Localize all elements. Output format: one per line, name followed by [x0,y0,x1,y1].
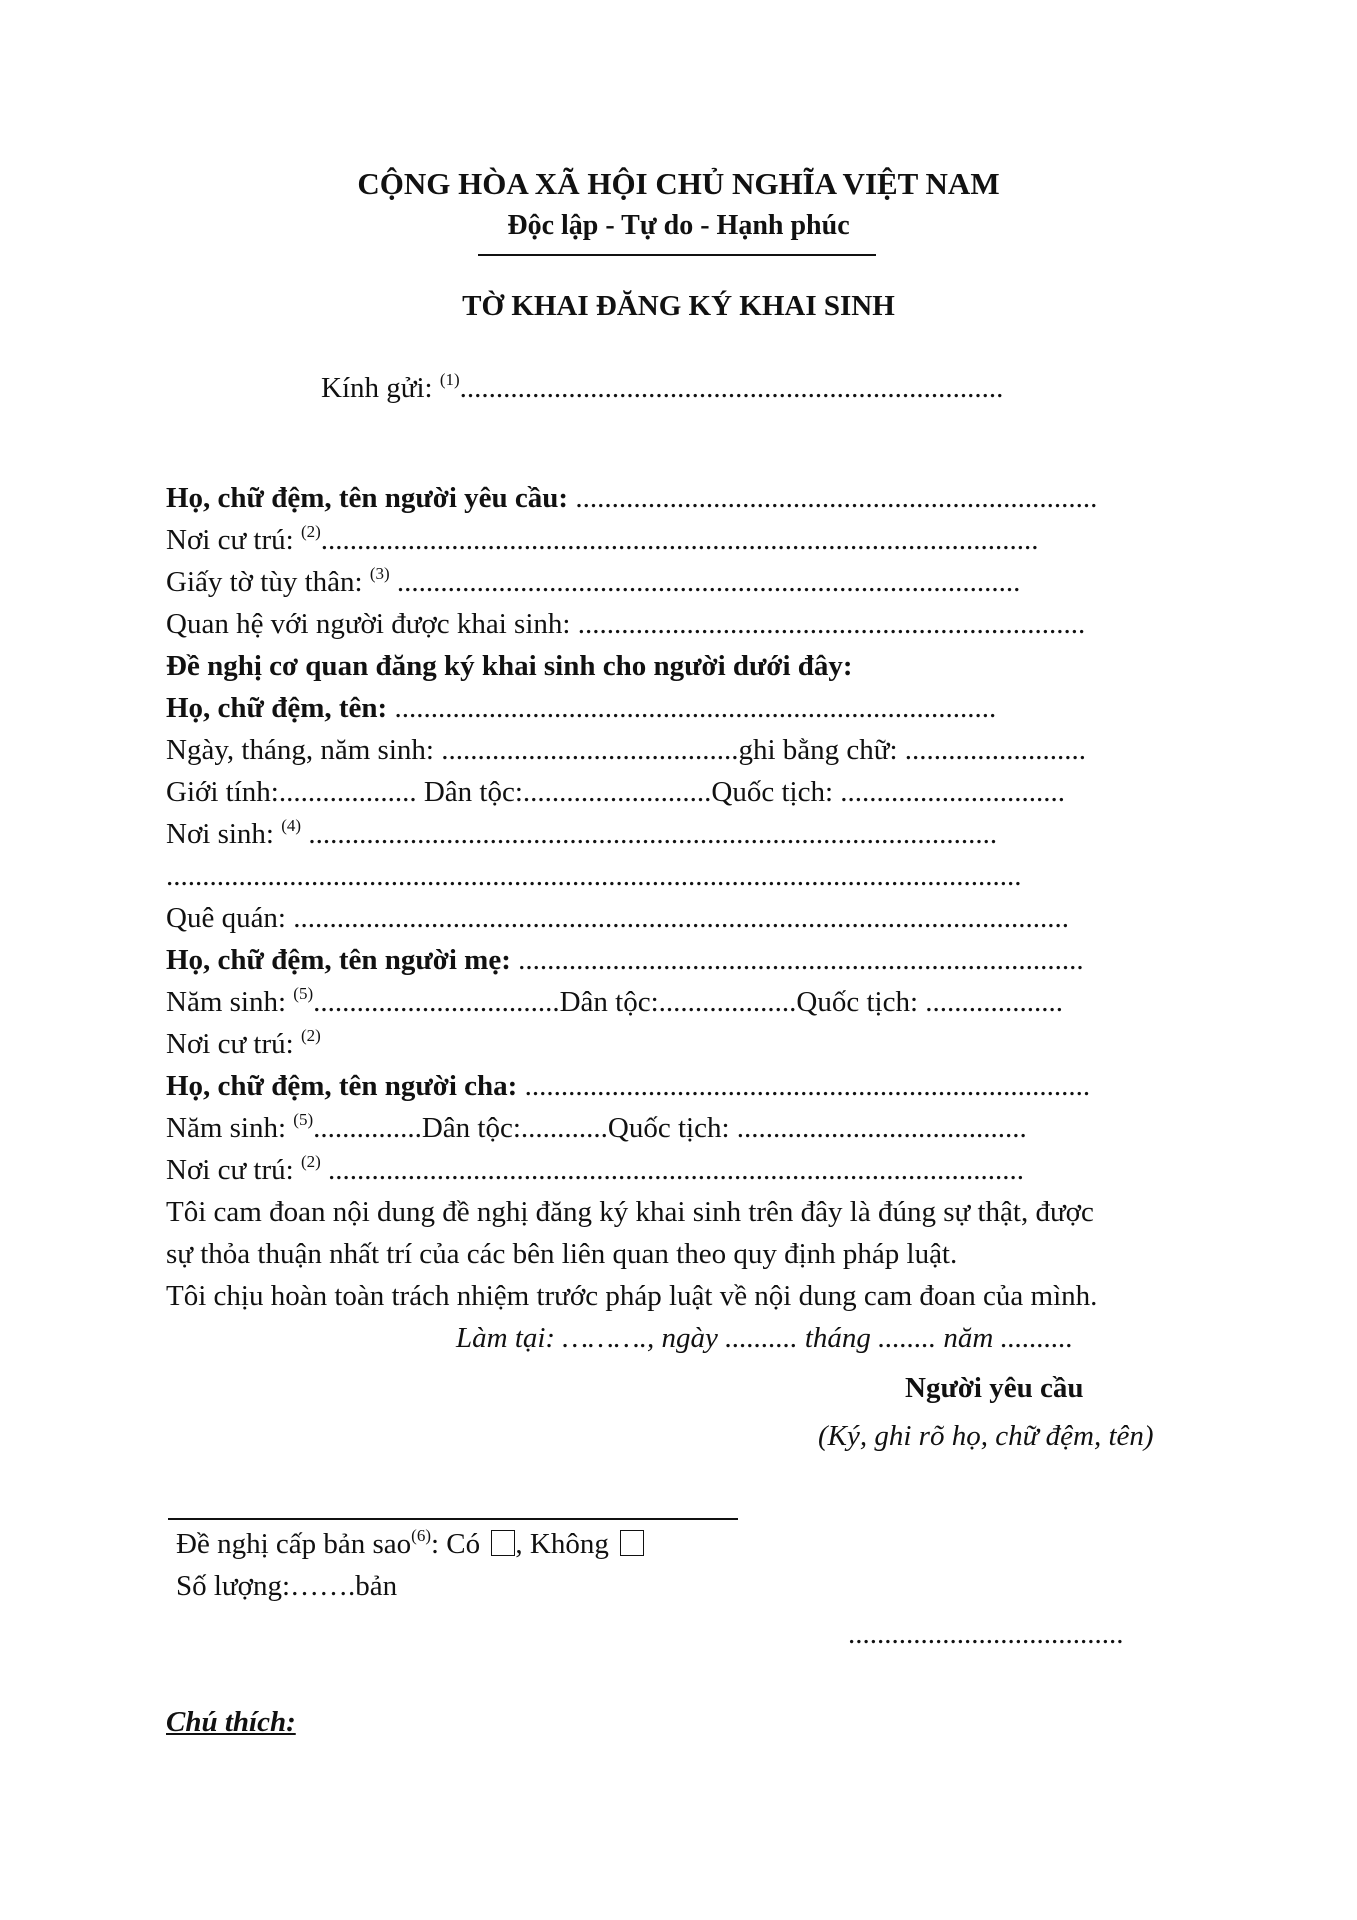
father-residence-field[interactable]: ................................................................................................ [320,1154,1025,1186]
copy-no-label: , Không [515,1528,617,1560]
child-dob-words-label: ghi bằng chữ: [738,734,905,766]
note-ref-2: (2) [300,1026,321,1045]
mother-ethnicity-field[interactable]: ................... [658,986,797,1018]
requester-residence-line [166,522,1039,556]
recipient-label: Kính gửi: [321,372,440,404]
copy-quantity-line[interactable]: Số lượng:…….bản [176,1570,398,1602]
notes-heading: Chú thích: [166,1706,296,1738]
relation-field[interactable]: ...................................................................... [577,608,1086,640]
relation-label: Quan hệ với người được khai sinh: [166,608,578,640]
father-birth-year-label: Năm sinh: [166,1112,294,1144]
child-birthplace-label: Nơi sinh: [166,818,282,850]
requester-name-line [166,484,1097,513]
declaration-line-2: sự thỏa thuận nhất trí của các bên liên quan theo quy định pháp luật. [166,1238,958,1270]
nation-title: CỘNG HÒA XÃ HỘI CHỦ NGHĨA VIỆT NAM [357,166,1000,201]
child-hometown-line [166,904,1069,933]
father-ethnicity-field[interactable]: ............ [520,1112,608,1144]
copy-no-checkbox[interactable] [620,1530,644,1556]
child-hometown-field[interactable]: ........................................................................................................... [293,902,1069,934]
child-dob-label: Ngày, tháng, năm sinh: [166,734,442,766]
father-residence-line [166,1152,1025,1186]
relation-line [166,610,1085,639]
note-ref-4: (4) [281,816,302,835]
copy-request-colon: : [430,1528,447,1560]
father-name-label: Họ, chữ đệm, tên người cha: [166,1070,518,1102]
father-nationality-field[interactable]: ........................................ [736,1112,1027,1144]
child-dob-line [166,736,1086,765]
child-nationality-field[interactable]: ............................... [840,776,1065,808]
requester-id-line [166,564,1021,598]
note-ref-2: (2) [300,1152,321,1171]
father-birth-line [166,1110,1027,1144]
copy-yes-checkbox[interactable] [491,1530,515,1556]
child-dob-field[interactable]: ......................................... [441,734,739,766]
mother-birth-line [166,984,1064,1018]
requester-residence-label: Nơi cư trú: [166,524,301,556]
mother-birth-year-label: Năm sinh: [166,986,294,1018]
father-nationality-label: Quốc tịch: [607,1112,737,1144]
note-ref-3: (3) [369,564,390,583]
child-birthplace-line [166,816,998,850]
motto-underline [478,254,876,256]
mother-residence-label: Nơi cư trú: [166,1028,301,1060]
requester-id-label: Giấy tờ tùy thân: [166,566,370,598]
father-name-line [166,1072,1090,1101]
note-ref-1: (1) [439,370,460,389]
father-residence-label: Nơi cư trú: [166,1154,301,1186]
copy-yes-label: Có [446,1528,488,1560]
mother-residence-line [166,1026,321,1060]
declaration-line-3: Tôi chịu hoàn toàn trách nhiệm trước pháp luật về nội dung cam đoan của mình. [166,1280,1098,1312]
child-ethnicity-field[interactable]: .......................... [522,776,712,808]
child-name-label: Họ, chữ đệm, tên: [166,692,388,724]
place-date-line[interactable]: Làm tại: ………., ngày .......... tháng ........ năm .......... [456,1322,1074,1354]
section-divider [168,1518,738,1520]
father-name-field[interactable]: .............................................................................. [517,1070,1091,1102]
mother-nationality-label: Quốc tịch: [796,986,926,1018]
father-ethnicity-label: Dân tộc: [421,1112,521,1144]
request-heading: Đề nghị cơ quan đăng ký khai sinh cho người dưới đây: [166,650,853,682]
mother-ethnicity-label: Dân tộc: [559,986,659,1018]
child-nationality-label: Quốc tịch: [711,776,841,808]
signer-note: (Ký, ghi rõ họ, chữ đệm, tên) [818,1420,1154,1452]
recipient-line [321,370,1004,404]
child-birthplace-field-2[interactable]: ...................................................................................................................... [166,860,1022,892]
requester-id-field[interactable]: ...................................................................................... [389,566,1021,598]
note-ref-6: (6) [411,1526,431,1545]
child-dob-words-field[interactable]: ......................... [904,734,1087,766]
requester-name-label: Họ, chữ đệm, tên người yêu cầu: [166,482,569,514]
copy-request-line [176,1526,644,1560]
child-name-field[interactable]: ................................................................................... [387,692,997,724]
requester-name-field[interactable]: ........................................................................ [568,482,1098,514]
mother-birth-year-field[interactable]: .................................. [313,986,560,1018]
note-ref-2: (2) [300,522,321,541]
note-ref-5: (5) [293,984,314,1003]
mother-nationality-field[interactable]: ................... [925,986,1064,1018]
mother-name-field[interactable]: .............................................................................. [510,944,1084,976]
signature-field[interactable]: ...................................... [848,1618,1124,1650]
signer-title: Người yêu cầu [905,1372,1084,1404]
form-title: TỜ KHAI ĐĂNG KÝ KHAI SINH [462,290,895,322]
father-birth-year-field[interactable]: ............... [313,1112,422,1144]
declaration-line-1: Tôi cam đoan nội dung đề nghị đăng ký khai sinh trên đây là đúng sự thật, được [166,1196,1094,1228]
mother-name-label: Họ, chữ đệm, tên người mẹ: [166,944,511,976]
child-gender-label: Giới tính: [166,776,279,808]
child-ethnicity-label: Dân tộc: [416,776,523,808]
motto: Độc lập - Tự do - Hạnh phúc [507,210,850,241]
copy-request-label: Đề nghị cấp bản sao [176,1528,412,1560]
recipient-field[interactable]: ........................................................................... [459,372,1004,404]
child-hometown-label: Quê quán: [166,902,294,934]
requester-residence-field[interactable]: ................................................................................................... [320,524,1039,556]
note-ref-5: (5) [293,1110,314,1129]
child-gender-line [166,778,1065,807]
child-name-line [166,694,996,723]
child-gender-field[interactable]: ................... [278,776,417,808]
mother-name-line [166,946,1084,975]
child-birthplace-field[interactable]: ............................................................................................... [301,818,998,850]
